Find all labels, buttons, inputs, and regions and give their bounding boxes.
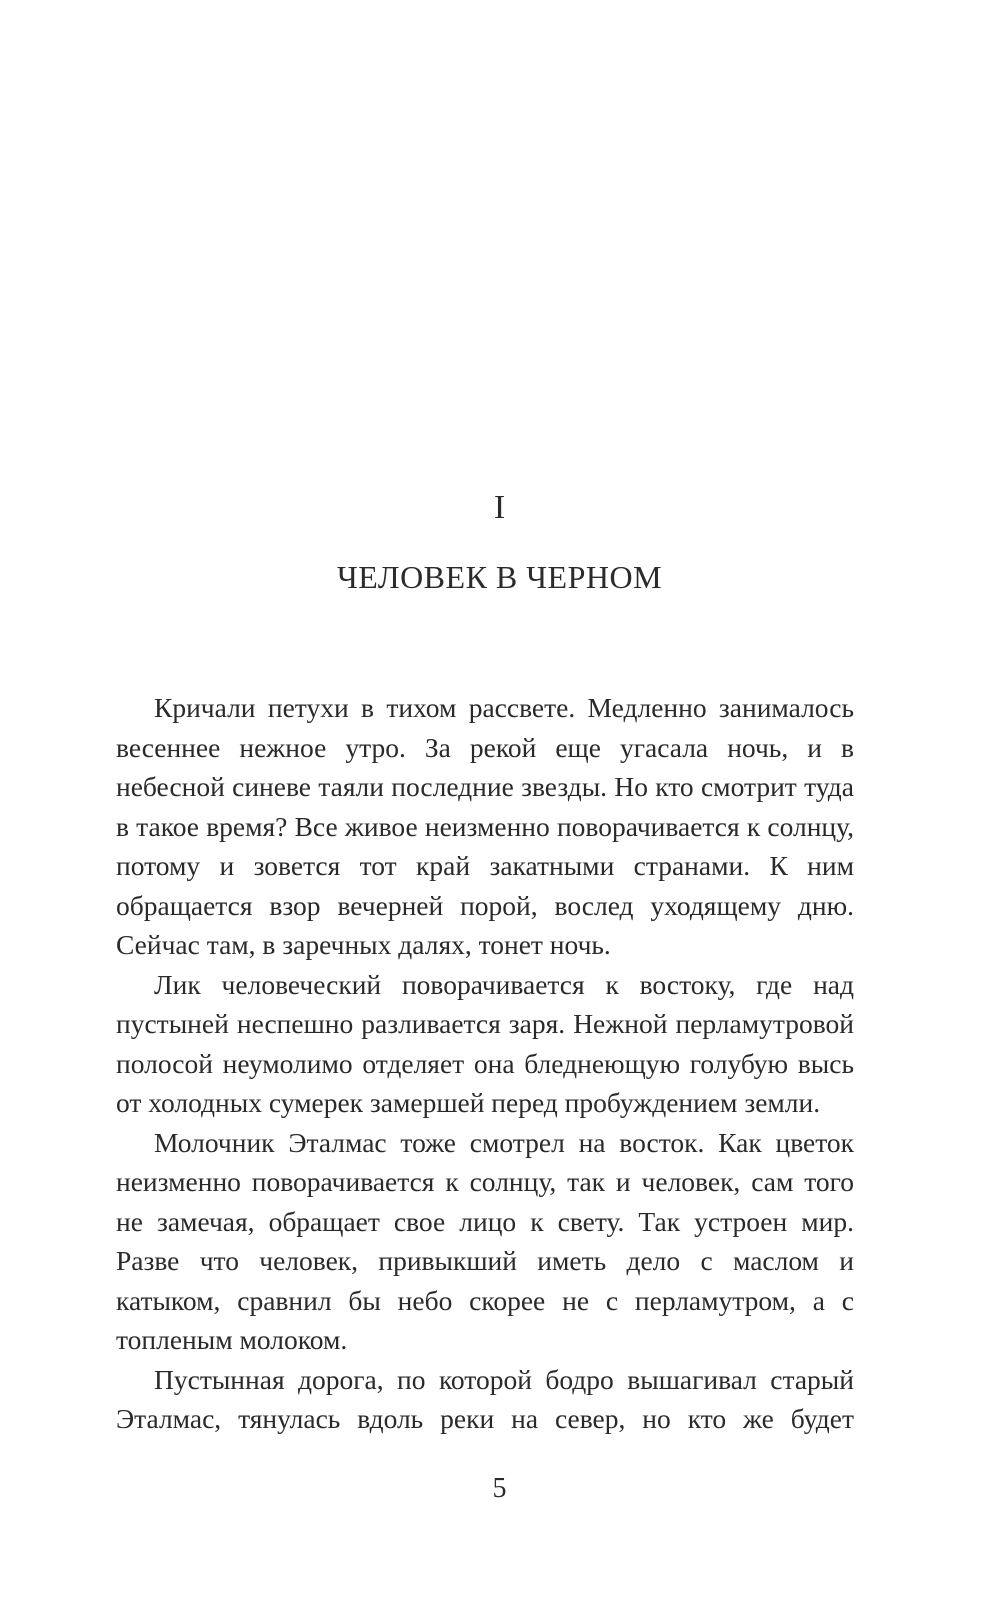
chapter-title: ЧЕЛОВЕК В ЧЕРНОМ [336, 559, 663, 595]
paragraph: Пустынная дорога, по которой бодро вышагивал старый Эталмас, тянулась вдоль реки на север, но кто же будет [116, 1363, 854, 1434]
page-number: 5 [492, 1473, 507, 1504]
paragraph: Лик человеческий поворачивается к востоку, где над пустыней неспешно разливается заря. Нежной перламутровой полосой неумолимо отделяет она бледнеющую голубую высь от холодных сумерек замершей перед пробуждением земли. [116, 968, 854, 1118]
paragraph: Кричали петухи в тихом рассвете. Медленно занималось весеннее нежное утро. За рекой еще угасала ночь, и в небесной синеве таяли последние звезды. Но кто смотрит туда в такое время? Все живое неизменно поворачивается к солнцу, потому и зовется тот край закатными странами. К ним обращается взор вечерней порой, вослед уходящему дню. Сейчас там, в заречных далях, тонет ночь. [116, 692, 854, 960]
paragraph: Молочник Эталмас тоже смотрел на восток. Как цветок неизменно поворачивается к солнцу, так и человек, сам того не замечая, обращает свое лицо к свету. Так устроен мир. Разве что человек, привыкший иметь дело с маслом и катыком, сравнил бы небо скорее не с перламутром, а с топленым молоком. [116, 1126, 854, 1355]
chapter-body [116, 688, 854, 1439]
chapter-number: I [493, 489, 506, 526]
